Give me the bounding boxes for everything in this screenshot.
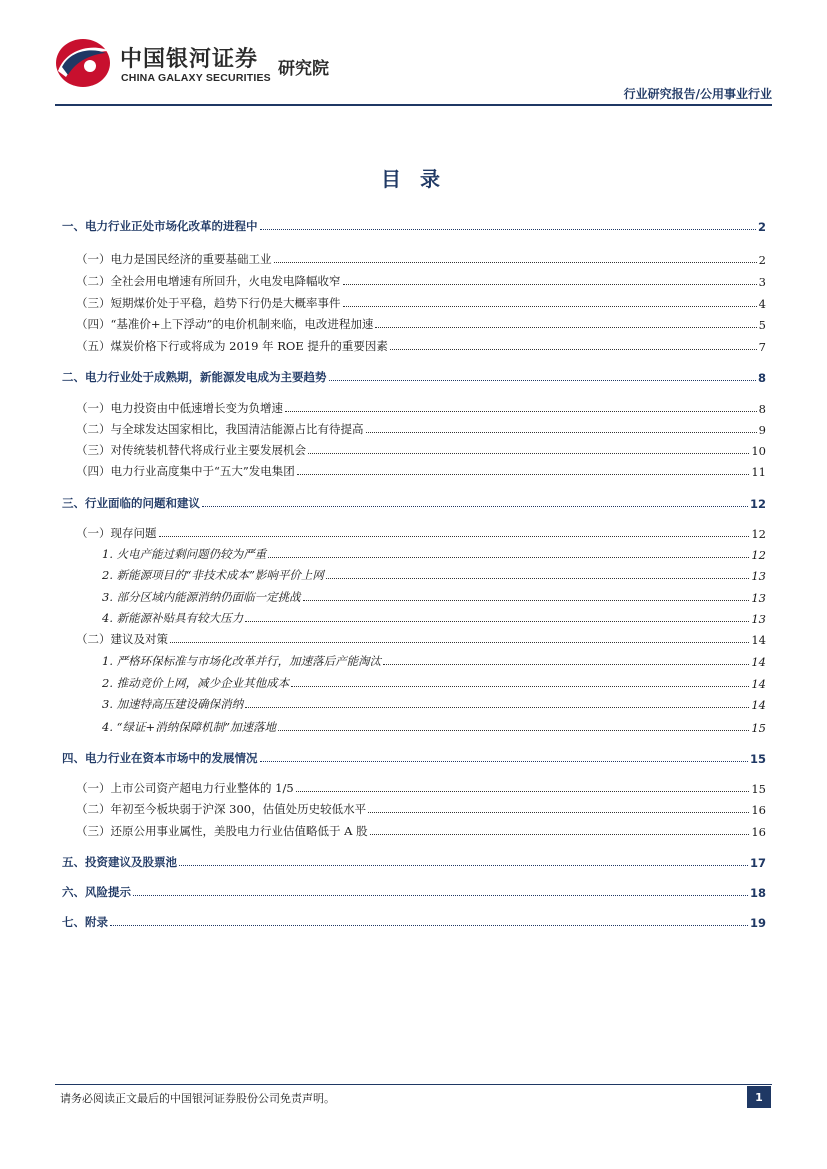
toc-entry[interactable] — [62, 269, 766, 289]
toc-entry-page: 15 — [751, 782, 766, 796]
toc-entry[interactable] — [62, 776, 766, 796]
toc-entry-page: 5 — [758, 318, 766, 332]
toc-leader-dots — [375, 327, 756, 328]
disclaimer-text: 请务必阅读正文最后的中国银河证券股份公司免责声明。 — [60, 1092, 335, 1105]
toc-entry-label: 2. 新能源项目的“非技术成本”影响平价上网 — [102, 568, 324, 582]
toc-entry-label: 4. 新能源补贴具有较大压力 — [102, 611, 244, 625]
toc-leader-dots — [390, 349, 757, 350]
toc-entry-page: 16 — [751, 803, 766, 817]
toc-leader-dots — [383, 664, 749, 665]
toc-entry-label: （四）“基准价+上下浮动”的电价机制来临，电改进程加速 — [76, 317, 374, 331]
toc-entry-label: （二）年初至今板块弱于沪深 300，估值处历史较低水平 — [76, 802, 367, 816]
toc-entry[interactable] — [62, 417, 766, 437]
toc-entry-label: （一）上市公司资产超电力行业整体的 1/5 — [76, 781, 294, 795]
toc-entry-label: 4. “绿证+消纳保障机制”加速落地 — [102, 720, 277, 734]
toc-entry-page: 16 — [751, 825, 766, 839]
toc-entry[interactable] — [62, 850, 766, 870]
toc-entry-page: 12 — [751, 527, 766, 541]
toc-entry[interactable] — [62, 563, 766, 583]
toc-entry-label: 3. 加速特高压建设确保消纳 — [102, 697, 244, 711]
toc-entry[interactable] — [62, 521, 766, 541]
toc-entry-page: 12 — [751, 548, 766, 562]
toc-entry-page: 2 — [757, 220, 766, 234]
toc-leader-dots — [285, 411, 757, 412]
brand-institute: 研究院 — [278, 59, 329, 79]
toc-entry[interactable] — [62, 715, 766, 735]
toc-entry-page: 4 — [758, 297, 766, 311]
toc-leader-dots — [370, 834, 750, 835]
toc-entry[interactable] — [62, 365, 766, 385]
toc-entry[interactable] — [62, 627, 766, 647]
toc-entry-label: （二）建议及对策 — [76, 632, 168, 646]
toc-entry[interactable] — [62, 649, 766, 669]
toc-entry-page: 15 — [749, 752, 766, 766]
toc-entry-page: 2 — [758, 253, 766, 267]
toc-title: 目 录 — [381, 167, 446, 191]
toc-entry-label: 五、投资建议及股票池 — [62, 855, 177, 869]
toc-leader-dots — [274, 262, 757, 263]
toc-entry-label: （三）还原公用事业属性，美股电力行业估值略低于 A 股 — [76, 824, 368, 838]
toc-entry-page: 13 — [751, 591, 766, 605]
toc-leader-dots — [245, 707, 749, 708]
toc-entry[interactable] — [62, 491, 766, 511]
brand-name-cn: 中国银河证券 — [120, 47, 259, 72]
toc-leader-dots — [343, 284, 757, 285]
toc-entry-label: 七、附录 — [62, 915, 108, 929]
toc-entry-label: 3. 部分区域内能源消纳仍面临一定挑战 — [102, 590, 301, 604]
toc-entry-label: 1. 火电产能过剩问题仍较为严重 — [102, 547, 267, 561]
toc-entry-page: 14 — [751, 655, 766, 669]
galaxy-logo-icon — [52, 37, 112, 89]
toc-entry-page: 15 — [751, 721, 766, 735]
toc-entry[interactable] — [62, 214, 766, 234]
toc-entry-label: 三、行业面临的问题和建议 — [62, 496, 200, 510]
toc-entry-page: 17 — [749, 856, 766, 870]
toc-entry-label: （五）煤炭价格下行或将成为 2019 年 ROE 提升的重要因素 — [76, 339, 388, 353]
toc-entry-label: （二）与全球发达国家相比，我国清洁能源占比有待提高 — [76, 422, 364, 436]
toc-entry[interactable] — [62, 692, 766, 712]
header-divider — [55, 104, 772, 106]
toc-entry[interactable] — [62, 585, 766, 605]
toc-entry-page: 14 — [751, 698, 766, 712]
toc-entry-label: （二）全社会用电增速有所回升，火电发电降幅收窄 — [76, 274, 341, 288]
toc-entry[interactable] — [62, 671, 766, 691]
toc-entry[interactable] — [62, 247, 766, 267]
toc-leader-dots — [260, 229, 756, 230]
report-category: 行业研究报告/公用事业行业 — [623, 87, 772, 101]
toc-entry-page: 18 — [749, 886, 766, 900]
toc-entry[interactable] — [62, 880, 766, 900]
toc-entry[interactable] — [62, 819, 766, 839]
toc-leader-dots — [326, 578, 749, 579]
page-header — [0, 0, 827, 110]
toc-leader-dots — [291, 686, 749, 687]
toc-leader-dots — [110, 925, 748, 926]
toc-entry[interactable] — [62, 312, 766, 332]
toc-entry[interactable] — [62, 542, 766, 562]
toc-entry-page: 8 — [757, 371, 766, 385]
toc-leader-dots — [245, 621, 749, 622]
toc-leader-dots — [368, 812, 749, 813]
toc-entry-label: （四）电力行业高度集中于“五大”发电集团 — [76, 464, 295, 478]
toc-leader-dots — [170, 642, 749, 643]
toc-entry-label: 一、电力行业正处市场化改革的进程中 — [62, 219, 258, 233]
toc-entry-label: 2. 推动竞价上网，减少企业其他成本 — [102, 676, 290, 690]
toc-leader-dots — [329, 380, 756, 381]
toc-leader-dots — [308, 453, 749, 454]
toc-entry[interactable] — [62, 334, 766, 354]
toc-leader-dots — [268, 557, 749, 558]
toc-entry-page: 19 — [749, 916, 766, 930]
toc-leader-dots — [133, 895, 748, 896]
toc-entry-page: 14 — [751, 633, 766, 647]
toc-leader-dots — [260, 761, 748, 762]
toc-entry[interactable] — [62, 797, 766, 817]
page-number: 1 — [747, 1086, 771, 1108]
toc-entry-page: 13 — [751, 612, 766, 626]
toc-leader-dots — [297, 474, 750, 475]
toc-entry-page: 3 — [758, 275, 766, 289]
toc-leader-dots — [179, 865, 748, 866]
toc-entry-page: 11 — [751, 465, 766, 479]
toc-entry[interactable] — [62, 606, 766, 626]
toc-leader-dots — [303, 600, 750, 601]
toc-entry-page: 7 — [758, 340, 766, 354]
toc-leader-dots — [366, 432, 757, 433]
toc-entry-label: （一）电力投资由中低速增长变为负增速 — [76, 401, 283, 415]
toc-entry-label: （三）短期煤价处于平稳，趋势下行仍是大概率事件 — [76, 296, 341, 310]
toc-leader-dots — [296, 791, 750, 792]
toc-entry-label: （一）电力是国民经济的重要基础工业 — [76, 252, 272, 266]
toc-entry[interactable] — [62, 910, 766, 930]
toc-entry[interactable] — [62, 396, 766, 416]
toc-entry[interactable] — [62, 746, 766, 766]
footer-divider — [55, 1084, 772, 1085]
toc-leader-dots — [159, 536, 750, 537]
toc-entry-page: 8 — [758, 402, 766, 416]
toc-entry-page: 12 — [749, 497, 766, 511]
toc-entry-page: 9 — [758, 423, 766, 437]
toc-entry-label: 1. 严格环保标准与市场化改革并行，加速落后产能淘汰 — [102, 654, 382, 668]
toc-leader-dots — [343, 306, 757, 307]
toc-entry[interactable] — [62, 459, 766, 479]
toc-leader-dots — [202, 506, 748, 507]
toc-entry-page: 14 — [751, 677, 766, 691]
brand-name-en: CHINA GALAXY SECURITIES — [121, 72, 271, 84]
toc-entry[interactable] — [62, 438, 766, 458]
toc-entry-label: 六、风险提示 — [62, 885, 131, 899]
toc-entry-label: （三）对传统装机替代将成行业主要发展机会 — [76, 443, 306, 457]
toc-leader-dots — [278, 730, 749, 731]
toc-entry-label: （一）现存问题 — [76, 526, 157, 540]
toc-entry-page: 13 — [751, 569, 766, 583]
toc-entry-label: 二、电力行业处于成熟期，新能源发电成为主要趋势 — [62, 370, 327, 384]
toc-entry-page: 10 — [751, 444, 766, 458]
toc-entry-label: 四、电力行业在资本市场中的发展情况 — [62, 751, 258, 765]
toc-entry[interactable] — [62, 291, 766, 311]
